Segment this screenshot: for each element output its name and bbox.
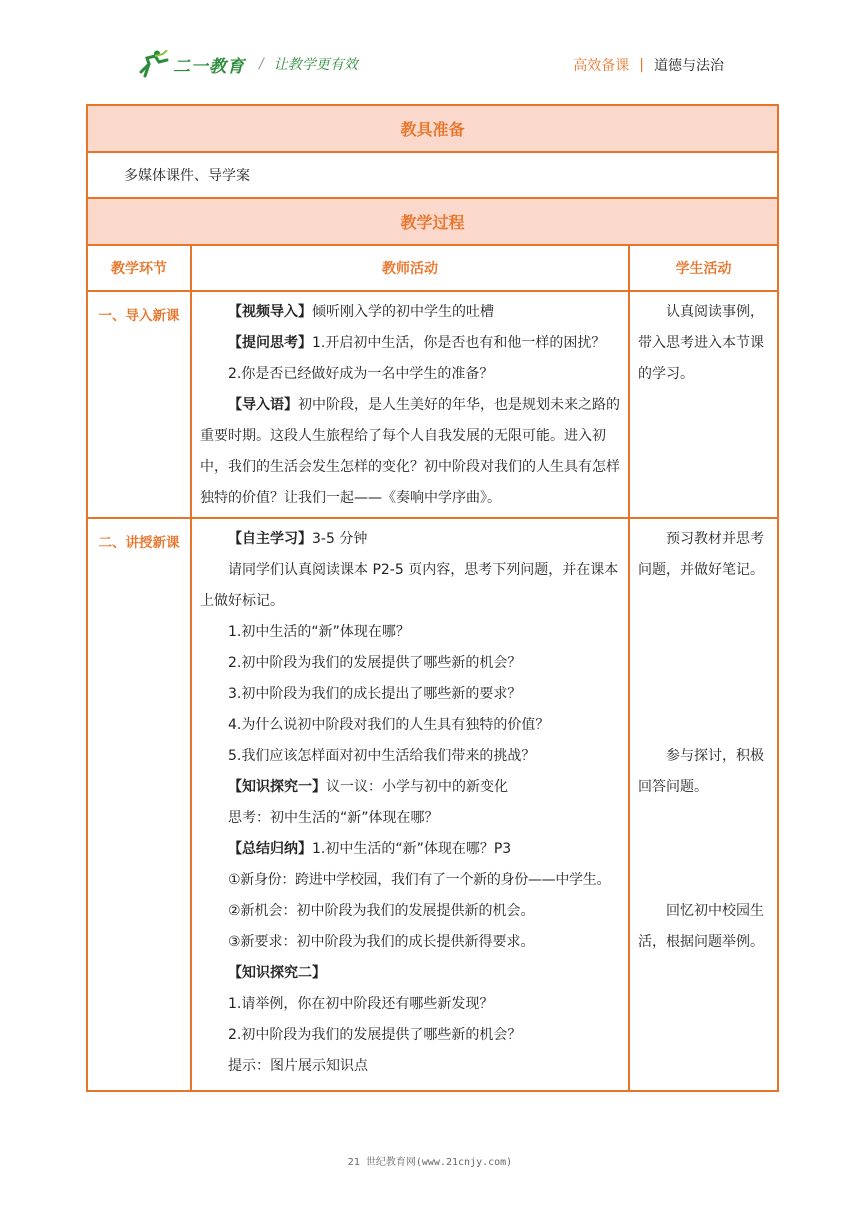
col-student-header: 学生活动: [629, 245, 778, 291]
paragraph: [200, 390, 622, 514]
prep-title: 教具准备: [87, 105, 778, 152]
lesson-table: [86, 104, 779, 1092]
paragraph-text: 1.初中生活的“新”体现在哪？P3: [312, 841, 512, 857]
section2-student: [629, 518, 778, 1091]
question: 1.请举例，你在初中阶段还有哪些新发现？: [228, 996, 494, 1012]
paragraph: [200, 328, 622, 359]
header-subject: 道德与法治: [654, 58, 724, 74]
summary-item: ①新身份：跨进中学校园，我们有了一个新的身份——中学生。: [228, 872, 611, 888]
page-header: [0, 0, 860, 100]
summary-item: ②新机会：初中阶段为我们的发展提供新的机会。: [228, 903, 535, 919]
header-divider: |: [639, 57, 644, 73]
paragraph: 【知识探究二】: [228, 965, 326, 981]
paragraph: 提示：图片展示知识点: [228, 1058, 368, 1074]
paragraph: 2.你是否已经做好成为一名中学生的准备？: [228, 366, 494, 382]
student-activity: 参与探讨，积极回答问题。: [638, 748, 764, 795]
spacer: [638, 803, 771, 896]
runner-logo-icon: [137, 50, 171, 78]
paragraph: [200, 834, 622, 865]
question: 1.初中生活的“新”体现在哪？: [228, 624, 410, 640]
paragraph: 请同学们认真阅读课本 P2-5 页内容，思考下列问题，并在课本上做好标记。: [200, 562, 619, 609]
spacer: [638, 586, 771, 741]
bold-tag: 【提问思考】: [228, 335, 312, 351]
bold-tag: 【知识探究一】: [228, 779, 326, 795]
brand-logo: [137, 50, 358, 78]
logo-text: 二一教育: [173, 56, 245, 77]
question: 2.初中阶段为我们的发展提供了哪些新的机会？: [228, 1027, 522, 1043]
summary-item: ③新要求：初中阶段为我们的成长提供新得要求。: [228, 934, 535, 950]
paragraph: [200, 524, 622, 555]
bold-tag: 【自主学习】: [228, 531, 312, 547]
slogan: 让教学更有效: [273, 57, 358, 73]
section1-label: 一、导入新课: [87, 291, 191, 518]
slogan-divider: /: [259, 56, 264, 72]
bold-tag: 【总结归纳】: [228, 841, 312, 857]
paragraph: 思考：初中生活的“新”体现在哪？: [228, 810, 439, 826]
paragraph-text: 议一议：小学与初中的新变化: [326, 779, 508, 795]
prep-content: 多媒体课件、导学案: [87, 152, 778, 198]
section2-label: 二、讲授新课: [87, 518, 191, 1091]
question: 5.我们应该怎样面对初中生活给我们带来的挑战？: [228, 748, 536, 764]
paragraph-text: 初中阶段，是人生美好的年华，也是规划未来之路的重要时期。这段人生旅程给了每个人自我发展的无限可能。进入初中，我们的生活会发生怎样的变化？初中阶段对我们的人生具有怎样独特的价值？让我们一起——《奏响中学序曲》。: [200, 397, 620, 506]
section1-student: [629, 291, 778, 518]
question: 2.初中阶段为我们的发展提供了哪些新的机会？: [228, 655, 522, 671]
col-teacher-header: 教师活动: [191, 245, 629, 291]
paragraph-text: 1.开启初中生活，你是否也有和他一样的困扰？: [312, 335, 606, 351]
student-activity: 认真阅读事例，带入思考进入本节课的学习。: [638, 304, 764, 382]
question: 4.为什么说初中阶段对我们的人生具有独特的价值？: [228, 717, 550, 733]
paragraph-text: 3-5 分钟: [312, 531, 368, 547]
paragraph: [200, 772, 622, 803]
question: 3.初中阶段为我们的成长提出了哪些新的要求？: [228, 686, 522, 702]
process-title: 教学过程: [87, 198, 778, 245]
section1-teacher: [191, 291, 629, 518]
header-right: [573, 55, 724, 75]
section2-teacher: [191, 518, 629, 1091]
student-activity: 回忆初中校园生活，根据问题举例。: [638, 903, 764, 950]
page-footer: 21 世纪教育网(www.21cnjy.com): [347, 1157, 513, 1168]
bold-tag: 【导入语】: [228, 397, 298, 413]
col-stage-header: 教学环节: [87, 245, 191, 291]
student-activity: 预习教材并思考问题，并做好笔记。: [638, 531, 764, 578]
bold-tag: 【视频导入】: [228, 304, 312, 320]
paragraph-text: 倾听刚入学的初中学生的吐槽: [312, 304, 494, 320]
paragraph: [200, 297, 622, 328]
header-tag: 高效备课: [573, 58, 630, 74]
